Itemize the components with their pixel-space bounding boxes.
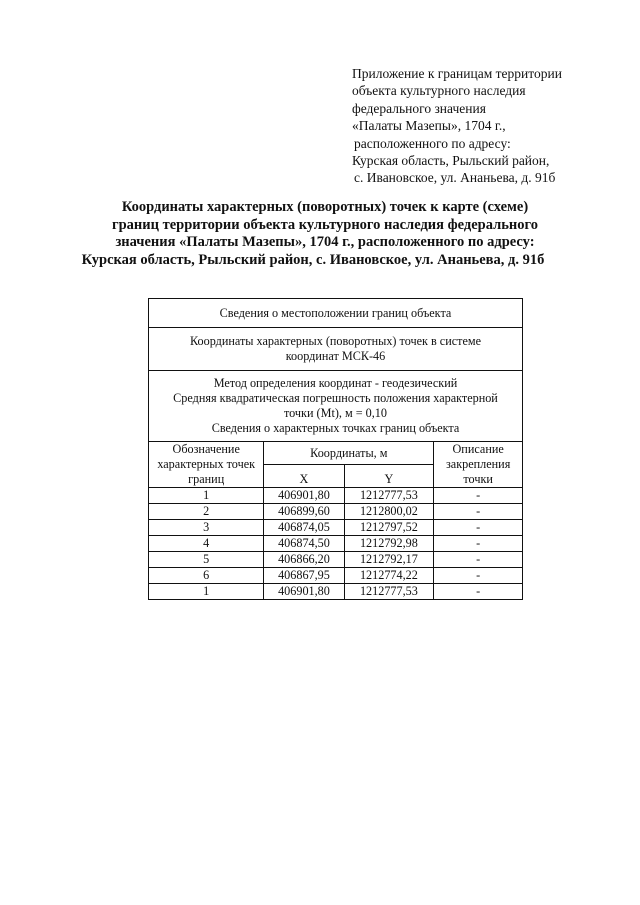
table-row xyxy=(149,568,523,584)
cell-x: 406899,60 xyxy=(264,504,344,520)
section-text: координат МСК-46 xyxy=(285,349,386,363)
cell-desc: - xyxy=(434,552,523,568)
cell-y: 1212777,53 xyxy=(344,488,434,504)
cell-point: 1 xyxy=(149,584,264,600)
section-location-heading: Сведения о местоположении границ объекта xyxy=(149,299,523,328)
cell-desc: - xyxy=(434,584,523,600)
table-row xyxy=(149,504,523,520)
annex-line: «Палаты Мазепы», 1704 г., xyxy=(352,118,506,134)
cell-x: 406867,95 xyxy=(264,568,344,584)
cell-point: 5 xyxy=(149,552,264,568)
header-description: Описание закрепления точки xyxy=(434,442,523,488)
cell-desc: - xyxy=(434,536,523,552)
cell-point: 2 xyxy=(149,504,264,520)
section-coordinate-system xyxy=(149,328,523,371)
annex-line: объекта культурного наследия xyxy=(352,83,526,99)
title-line: границ территории объекта культурного наследия федерального xyxy=(112,216,538,233)
cell-y: 1212774,22 xyxy=(344,568,434,584)
table-row xyxy=(149,536,523,552)
coordinates-table xyxy=(148,298,523,600)
cell-desc: - xyxy=(434,568,523,584)
header-coordinates: Координаты, м xyxy=(264,442,434,465)
cell-x: 406874,05 xyxy=(264,520,344,536)
table-row xyxy=(149,488,523,504)
cell-x: 406866,20 xyxy=(264,552,344,568)
annex-header xyxy=(352,65,612,187)
cell-y: 1212800,02 xyxy=(344,504,434,520)
title-line: значения «Палаты Мазепы», 1704 г., расположенного по адресу: xyxy=(115,234,535,251)
section-text: точки (Mt), м = 0,10 xyxy=(283,406,387,420)
cell-point: 1 xyxy=(149,488,264,504)
cell-desc: - xyxy=(434,504,523,520)
cell-desc: - xyxy=(434,488,523,504)
annex-line: расположенного по адресу: xyxy=(354,135,511,151)
cell-y: 1212792,98 xyxy=(344,536,434,552)
title-line: Координаты характерных (поворотных) точек к карте (схеме) xyxy=(121,199,529,215)
table-row xyxy=(149,552,523,568)
cell-point: 3 xyxy=(149,520,264,536)
cell-x: 406901,80 xyxy=(264,488,344,504)
cell-x: 406874,50 xyxy=(264,536,344,552)
section-text: Средняя квадратическая погрешность положения характерной xyxy=(173,391,498,405)
header-point: Обозначение характерных точек границ xyxy=(149,442,264,488)
table-row xyxy=(149,584,523,600)
cell-x: 406901,80 xyxy=(264,584,344,600)
annex-line: Курская область, Рыльский район, xyxy=(352,153,550,169)
cell-y: 1212797,52 xyxy=(344,520,434,536)
cell-point: 6 xyxy=(149,568,264,584)
title-line: Курская область, Рыльский район, с. Ивановское, ул. Ананьева, д. 91б xyxy=(81,251,545,268)
annex-line: федерального значения xyxy=(352,100,486,116)
document-title xyxy=(60,199,590,269)
header-x: X xyxy=(264,465,344,488)
table-row xyxy=(149,520,523,536)
table-body xyxy=(149,488,523,600)
section-text: Сведения о характерных точках границ объекта xyxy=(211,421,460,435)
header-y: Y xyxy=(344,465,434,488)
annex-line: с. Ивановское, ул. Ананьева, д. 91б xyxy=(354,170,556,186)
cell-desc: - xyxy=(434,520,523,536)
annex-line: Приложение к границам территории xyxy=(352,66,562,81)
cell-y: 1212792,17 xyxy=(344,552,434,568)
section-text: Метод определения координат - геодезический xyxy=(213,376,458,390)
cell-y: 1212777,53 xyxy=(344,584,434,600)
cell-point: 4 xyxy=(149,536,264,552)
section-text: Координаты характерных (поворотных) точек в системе xyxy=(190,334,481,348)
section-method xyxy=(149,371,523,442)
